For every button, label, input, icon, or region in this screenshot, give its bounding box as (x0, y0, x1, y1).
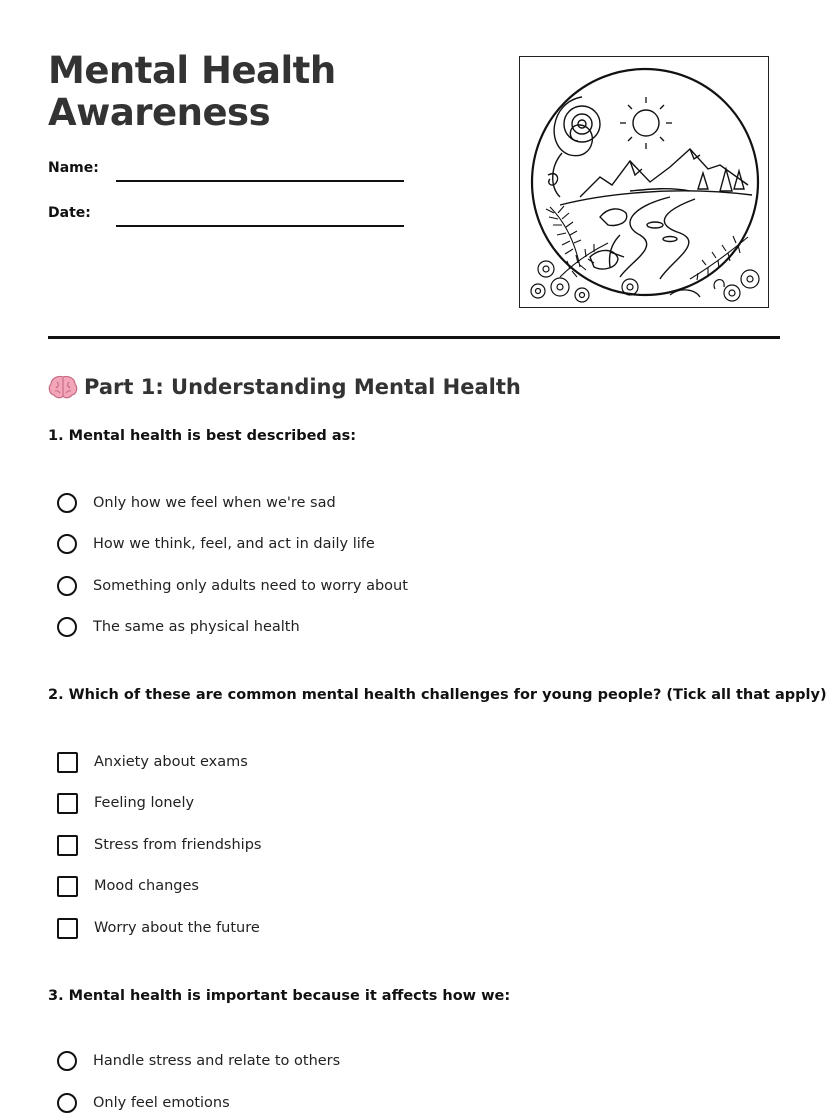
date-field (48, 205, 91, 221)
option-label: Stress from friendships (94, 837, 262, 853)
checkbox[interactable] (57, 793, 78, 814)
question-3-option-2[interactable] (57, 1090, 230, 1116)
worksheet-title (48, 50, 336, 134)
option-label: Only feel emotions (93, 1095, 230, 1111)
option-label: How we think, feel, and act in daily life (93, 536, 375, 552)
option-label: Only how we feel when we're sad (93, 495, 336, 511)
title-line-1: Mental Health (48, 49, 336, 92)
name-field (48, 160, 99, 176)
option-label: Mood changes (94, 878, 199, 894)
radio-button[interactable] (57, 1093, 77, 1113)
question-1-option-3[interactable] (57, 573, 408, 599)
checkbox[interactable] (57, 835, 78, 856)
date-label: Date: (48, 205, 91, 221)
section-title: Part 1: Understanding Mental Health (84, 375, 521, 399)
name-line[interactable] (116, 180, 404, 182)
option-label: The same as physical health (93, 619, 300, 635)
radio-button[interactable] (57, 534, 77, 554)
checkbox[interactable] (57, 876, 78, 897)
landscape-illustration (519, 56, 769, 308)
radio-button[interactable] (57, 1051, 77, 1071)
name-label: Name: (48, 160, 99, 176)
question-2-option-1[interactable] (57, 749, 248, 775)
question-1-option-2[interactable] (57, 531, 375, 557)
checkbox[interactable] (57, 918, 78, 939)
question-2-option-3[interactable] (57, 832, 261, 858)
date-line[interactable] (116, 225, 404, 227)
section-heading (48, 374, 521, 400)
brain-icon (48, 374, 78, 400)
option-label: Worry about the future (94, 920, 260, 936)
question-3-text: 3. Mental health is important because it affects how we: (48, 988, 511, 1004)
question-1-option-1[interactable] (57, 490, 336, 516)
header-divider (48, 336, 780, 339)
title-line-2: Awareness (48, 91, 271, 134)
question-1-option-4[interactable] (57, 614, 300, 640)
checkbox[interactable] (57, 752, 78, 773)
question-2-text: 2. Which of these are common mental health challenges for young people? (Tick all that apply) (48, 687, 827, 703)
option-label: Something only adults need to worry about (93, 578, 408, 594)
question-1-text: 1. Mental health is best described as: (48, 428, 357, 444)
question-2-option-4[interactable] (57, 873, 199, 899)
radio-button[interactable] (57, 617, 77, 637)
radio-button[interactable] (57, 576, 77, 596)
question-2-option-5[interactable] (57, 915, 260, 941)
option-label: Feeling lonely (94, 795, 195, 811)
option-label: Handle stress and relate to others (93, 1053, 341, 1069)
question-3-option-1[interactable] (57, 1048, 340, 1074)
option-label: Anxiety about exams (94, 754, 248, 770)
question-2-option-2[interactable] (57, 790, 194, 816)
radio-button[interactable] (57, 493, 77, 513)
